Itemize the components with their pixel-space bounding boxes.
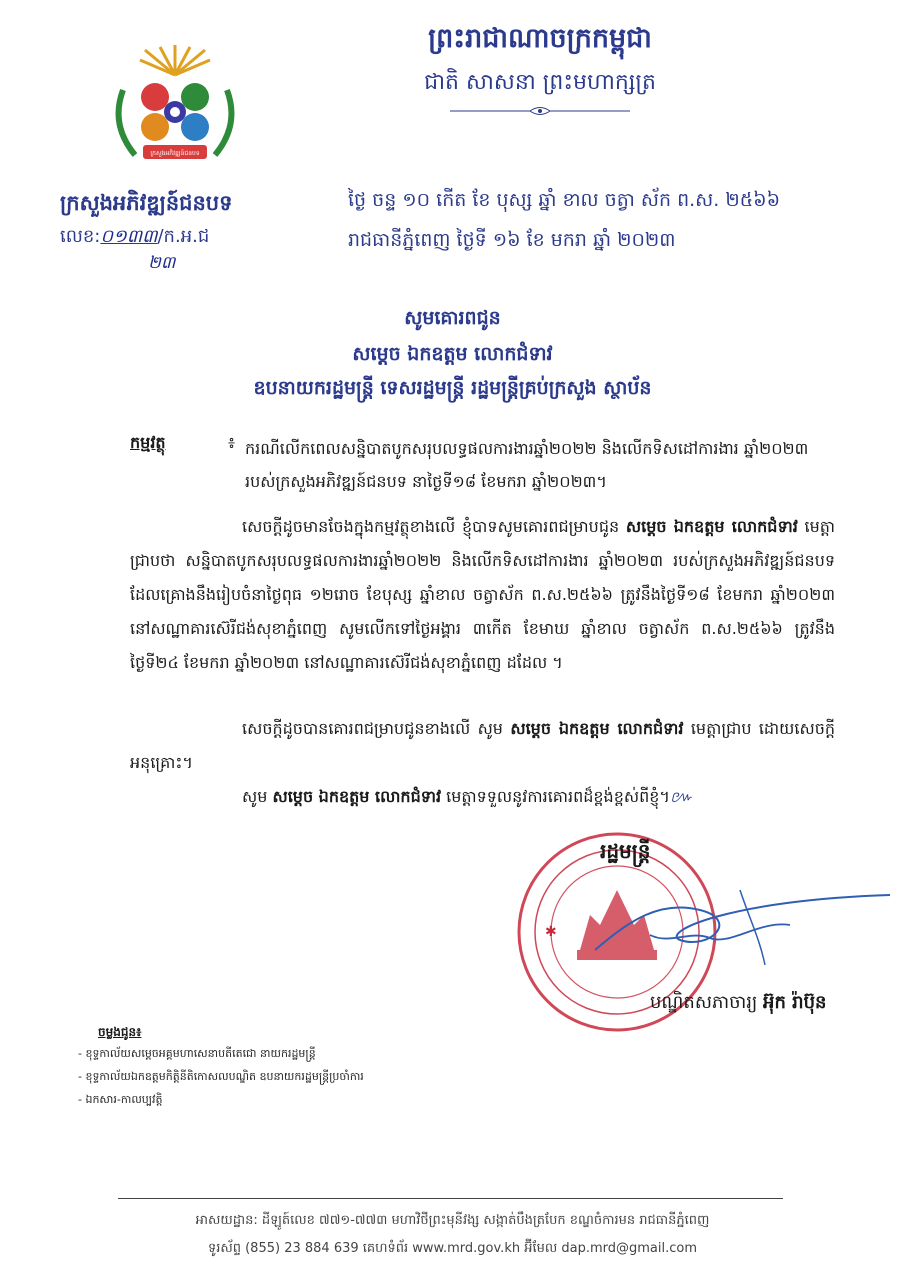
svg-text:✱: ✱ (545, 924, 557, 940)
signer-title: រដ្ឋមន្ត្រី (600, 839, 651, 863)
ornament-divider (440, 104, 640, 118)
p1-text-b: មេត្តាជ្រាបថា សន្និបាតបូកសរុបលទ្ធផលការងារឆ្នាំ២០២២ និងលើកទិសដៅការងារ ឆ្នាំ២០២៣ របស់ក្រសួងអភិវឌ្ឍន៍ជនបទ ដែលគ្រោងនឹងរៀបចំនាថ្ងៃពុធ ១២រោច ខែបុស្ស ឆ្នាំខាល ចត្វាស័ក ព.ស.២៥៦៦ ត្រូវនឹងថ្ងៃទី១៨ ខែមករា ឆ្នាំ២០២៣ នៅសណ្ឋាគារស៊េរីជង់សុខាភ្នំពេញ សូមលើកទៅថ្ងៃអង្គារ ៣កើត ខែមាឃ ឆ្នាំខាល ចត្វាស័ក ព.ស.២៥៦៦ ត្រូវនឹងថ្ងៃទី២៤ ខែមករា ឆ្នាំ២០២៣ នៅសណ្ឋាគារស៊េរីជង់សុខាភ្នំពេញ ដដែល ។ (130, 517, 835, 672)
ministry-logo (105, 45, 245, 170)
body-paragraph-2 (130, 712, 835, 780)
p2-text-a: សេចក្តីដូចបានគោរពជម្រាបជូនខាងលើ សូម (242, 719, 511, 738)
cc-item: - ខុទ្ទកាល័យឯកឧត្តមកិត្តិនីតិកោសលបណ្ឌិត ឧបនាយករដ្ឋមន្ត្រីប្រចាំការ (78, 1070, 364, 1083)
date-lunar: ថ្ងៃ ចន្ទ ១០ កើត ខែ បុស្ស ឆ្នាំ ខាល ចត្វា ស័ក ព.ស. ២៥៦៦ (348, 189, 781, 211)
cc-title: ចម្លងជូន៖ (98, 1025, 142, 1039)
national-motto: ជាតិ សាសនា ព្រះមហាក្សត្រ (424, 70, 656, 95)
subject-colon: ៖ (228, 433, 236, 452)
addressee-salutation: សូមគោរពជូន (404, 307, 501, 329)
ref-suffix: /ក.អ.ជ (157, 226, 210, 247)
addressee-positions: ឧបនាយករដ្ឋមន្ត្រី ទេសរដ្ឋមន្ត្រី រដ្ឋមន្ត្រីគ្រប់ក្រសួង ស្ថាប័ន (253, 377, 652, 399)
subject-label: កម្មវត្ថុ (130, 433, 166, 452)
cc-item: - ខុទ្ទកាល័យសម្តេចអគ្គមហាសេនាបតីតេជោ នាយករដ្ឋមន្ត្រី (78, 1047, 316, 1060)
handwritten-signature (590, 880, 890, 970)
ref-number-handwritten: ០១៣៣ (100, 226, 158, 247)
handwritten-initials: ៚ (669, 787, 693, 806)
footer-address: អាសយដ្ឋាន: ដីឡូត៍លេខ ៧៧១-៧៧៣ មហាវិថីព្រះមុនីវង្ស សង្កាត់បឹងត្របែក ខណ្ឌចំការមន រាជធានីភ្នំពេញ (195, 1213, 710, 1228)
footer-website-label: គេហទំព័រ (358, 1241, 413, 1256)
footer-contact (80, 1240, 825, 1259)
p2-honorific: សម្តេច ឯកឧត្តម លោកជំទាវ (510, 719, 684, 738)
ref-label: លេខ: (60, 226, 101, 247)
kingdom-title: ព្រះរាជាណាចក្រកម្ពុជា (428, 23, 652, 54)
signer-name-prefix: បណ្ឌិតសភាចារ្យ (650, 992, 764, 1013)
p3-text-a: សូម (242, 787, 273, 806)
ref-year: ២៣ (148, 253, 176, 273)
footer-email-label: អ៊ីមែល (520, 1241, 562, 1256)
cc-item: - ឯកសារ-កាលប្បវត្តិ (78, 1093, 163, 1106)
body-paragraph-3 (130, 780, 835, 814)
footer-divider (118, 1198, 783, 1199)
footer-website: www.mrd.gov.kh (412, 1241, 521, 1256)
subject-text: ករណីលើកពេលសន្និបាតបូកសរុបលទ្ធផលការងារឆ្នាំ២០២២ និងលើកទិសដៅការងារ ឆ្នាំ២០២៣ របស់ក្រសួងអភិវឌ្ឍន៍ជនបទ នាថ្ងៃទី១៨ ខែមករា ឆ្នាំ២០២៣។ (245, 439, 809, 491)
footer-phone: (855) 23 884 639 (245, 1241, 359, 1256)
p1-text-a: សេចក្តីដូចមានចែងក្នុងកម្មវត្ថុខាងលើ ខ្ញុំបាទសូមគោរពជម្រាបជូន (242, 517, 626, 536)
body-paragraph-1 (130, 510, 835, 680)
footer-phone-label: ទូរស័ព្ទ (207, 1241, 246, 1256)
footer-email: dap.mrd@gmail.com (561, 1241, 698, 1256)
signer-name-bold: អ៊ុក រ៉ាប៊ុន (763, 992, 827, 1013)
p3-text-b: មេត្តាទទួលនូវការគោរពដ៏ខ្ពង់ខ្ពស់ពីខ្ញុំ។ (441, 787, 670, 806)
p2-text-b: មេត្តាជ្រាប ដោយសេចក្តីអនុគ្រោះ។ (130, 719, 836, 772)
addressee-titles: សម្តេច ឯកឧត្តម លោកជំទាវ (352, 343, 553, 365)
p1-honorific: សម្តេច ឯកឧត្តម លោកជំទាវ (625, 517, 798, 536)
date-solar: រាជធានីភ្នំពេញ ថ្ងៃទី ១៦ ខែ មករា ឆ្នាំ ២០២៣ (348, 229, 676, 251)
p3-honorific: សម្តេច ឯកឧត្តម លោកជំទាវ (272, 787, 442, 806)
ministry-name: ក្រសួងអភិវឌ្ឍន៍ជនបទ (60, 191, 233, 215)
reference-number (60, 224, 209, 251)
logo-banner-text: ក្រសួងអភិវឌ្ឍន៍ជនបទ (150, 150, 200, 157)
signer-name (650, 990, 826, 1017)
